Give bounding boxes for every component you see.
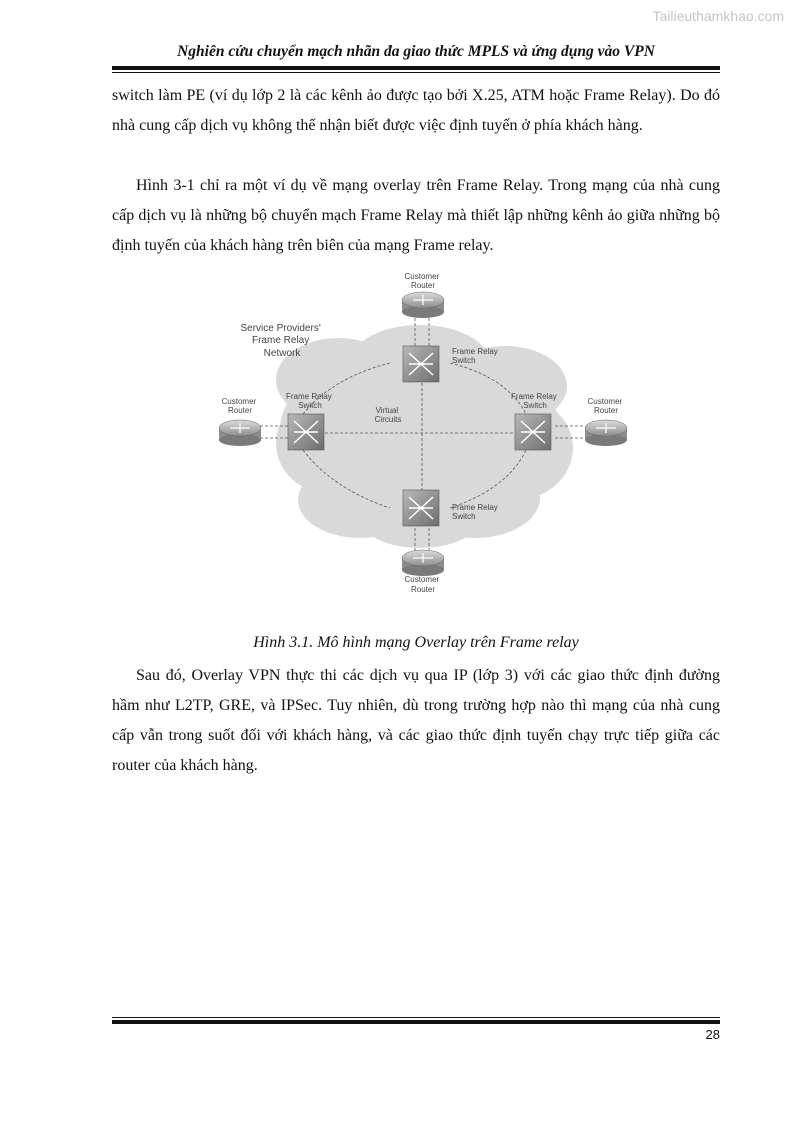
figure-caption: Hình 3.1. Mô hình mạng Overlay trên Frame relay bbox=[253, 634, 579, 651]
router-left-label: Customer Router bbox=[221, 397, 257, 415]
watermark: Tailieuthamkhao.com bbox=[652, 8, 784, 24]
paragraph-1: switch làm PE (ví dụ lớp 2 là các kênh ảo được tạo bởi X.25, ATM hoặc Frame Relay). Do đó nhà cung cấp dịch vụ không thể nhận biết được việc định tuyến ở phía khách hàng. bbox=[112, 87, 720, 134]
router-bottom-label: Customer Router bbox=[404, 575, 440, 594]
footer-rule-thin bbox=[112, 1017, 720, 1018]
customer-router-right bbox=[585, 397, 627, 446]
page-header-title: Nghiên cứu chuyển mạch nhãn đa giao thức MPLS và ứng dụng vào VPN bbox=[177, 43, 655, 60]
header-rule bbox=[112, 66, 720, 70]
customer-router-bottom bbox=[402, 550, 444, 594]
switch-bottom-label: Frame Relay Switch bbox=[452, 503, 498, 521]
customer-router-left bbox=[219, 397, 261, 446]
page-number: 28 bbox=[705, 1027, 720, 1042]
cloud-label: Service Providers' Frame Relay Network bbox=[240, 323, 321, 359]
footer-rule bbox=[112, 1020, 720, 1024]
router-right-label: Customer Router bbox=[587, 397, 623, 415]
switch-top-label: Frame Relay Switch bbox=[452, 347, 498, 365]
virtual-circuits-label: Virtual Circuits bbox=[374, 406, 402, 424]
paragraph-3: Sau đó, Overlay VPN thực thi các dịch vụ qua IP (lớp 3) với các giao thức định đường hầm như L2TP, GRE, và IPSec. Tuy nhiên, dù trong trường hợp nào thì mạng của nhà cung cấp vẫn trong suốt đối với khách hàng, và các giao thức định tuyến chạy trực tiếp giữa các router của khách hàng. bbox=[112, 667, 720, 774]
header-rule-thin bbox=[112, 72, 720, 73]
frame-relay-overlay-diagram bbox=[210, 268, 630, 598]
paragraph-2: Hình 3-1 chỉ ra một ví dụ về mạng overlay trên Frame Relay. Trong mạng của nhà cung cấp dịch vụ là những bộ chuyển mạch Frame Relay mà thiết lập những kênh ảo giữa những bộ định tuyến của khách hàng trên biên của mạng Frame relay. bbox=[112, 177, 720, 254]
router-top-label: Customer Router bbox=[404, 272, 440, 290]
switch-left-label: Frame Relay Switch bbox=[285, 392, 332, 410]
switch-right-label: Frame Relay Switch bbox=[510, 392, 557, 410]
customer-router-top bbox=[402, 272, 444, 318]
